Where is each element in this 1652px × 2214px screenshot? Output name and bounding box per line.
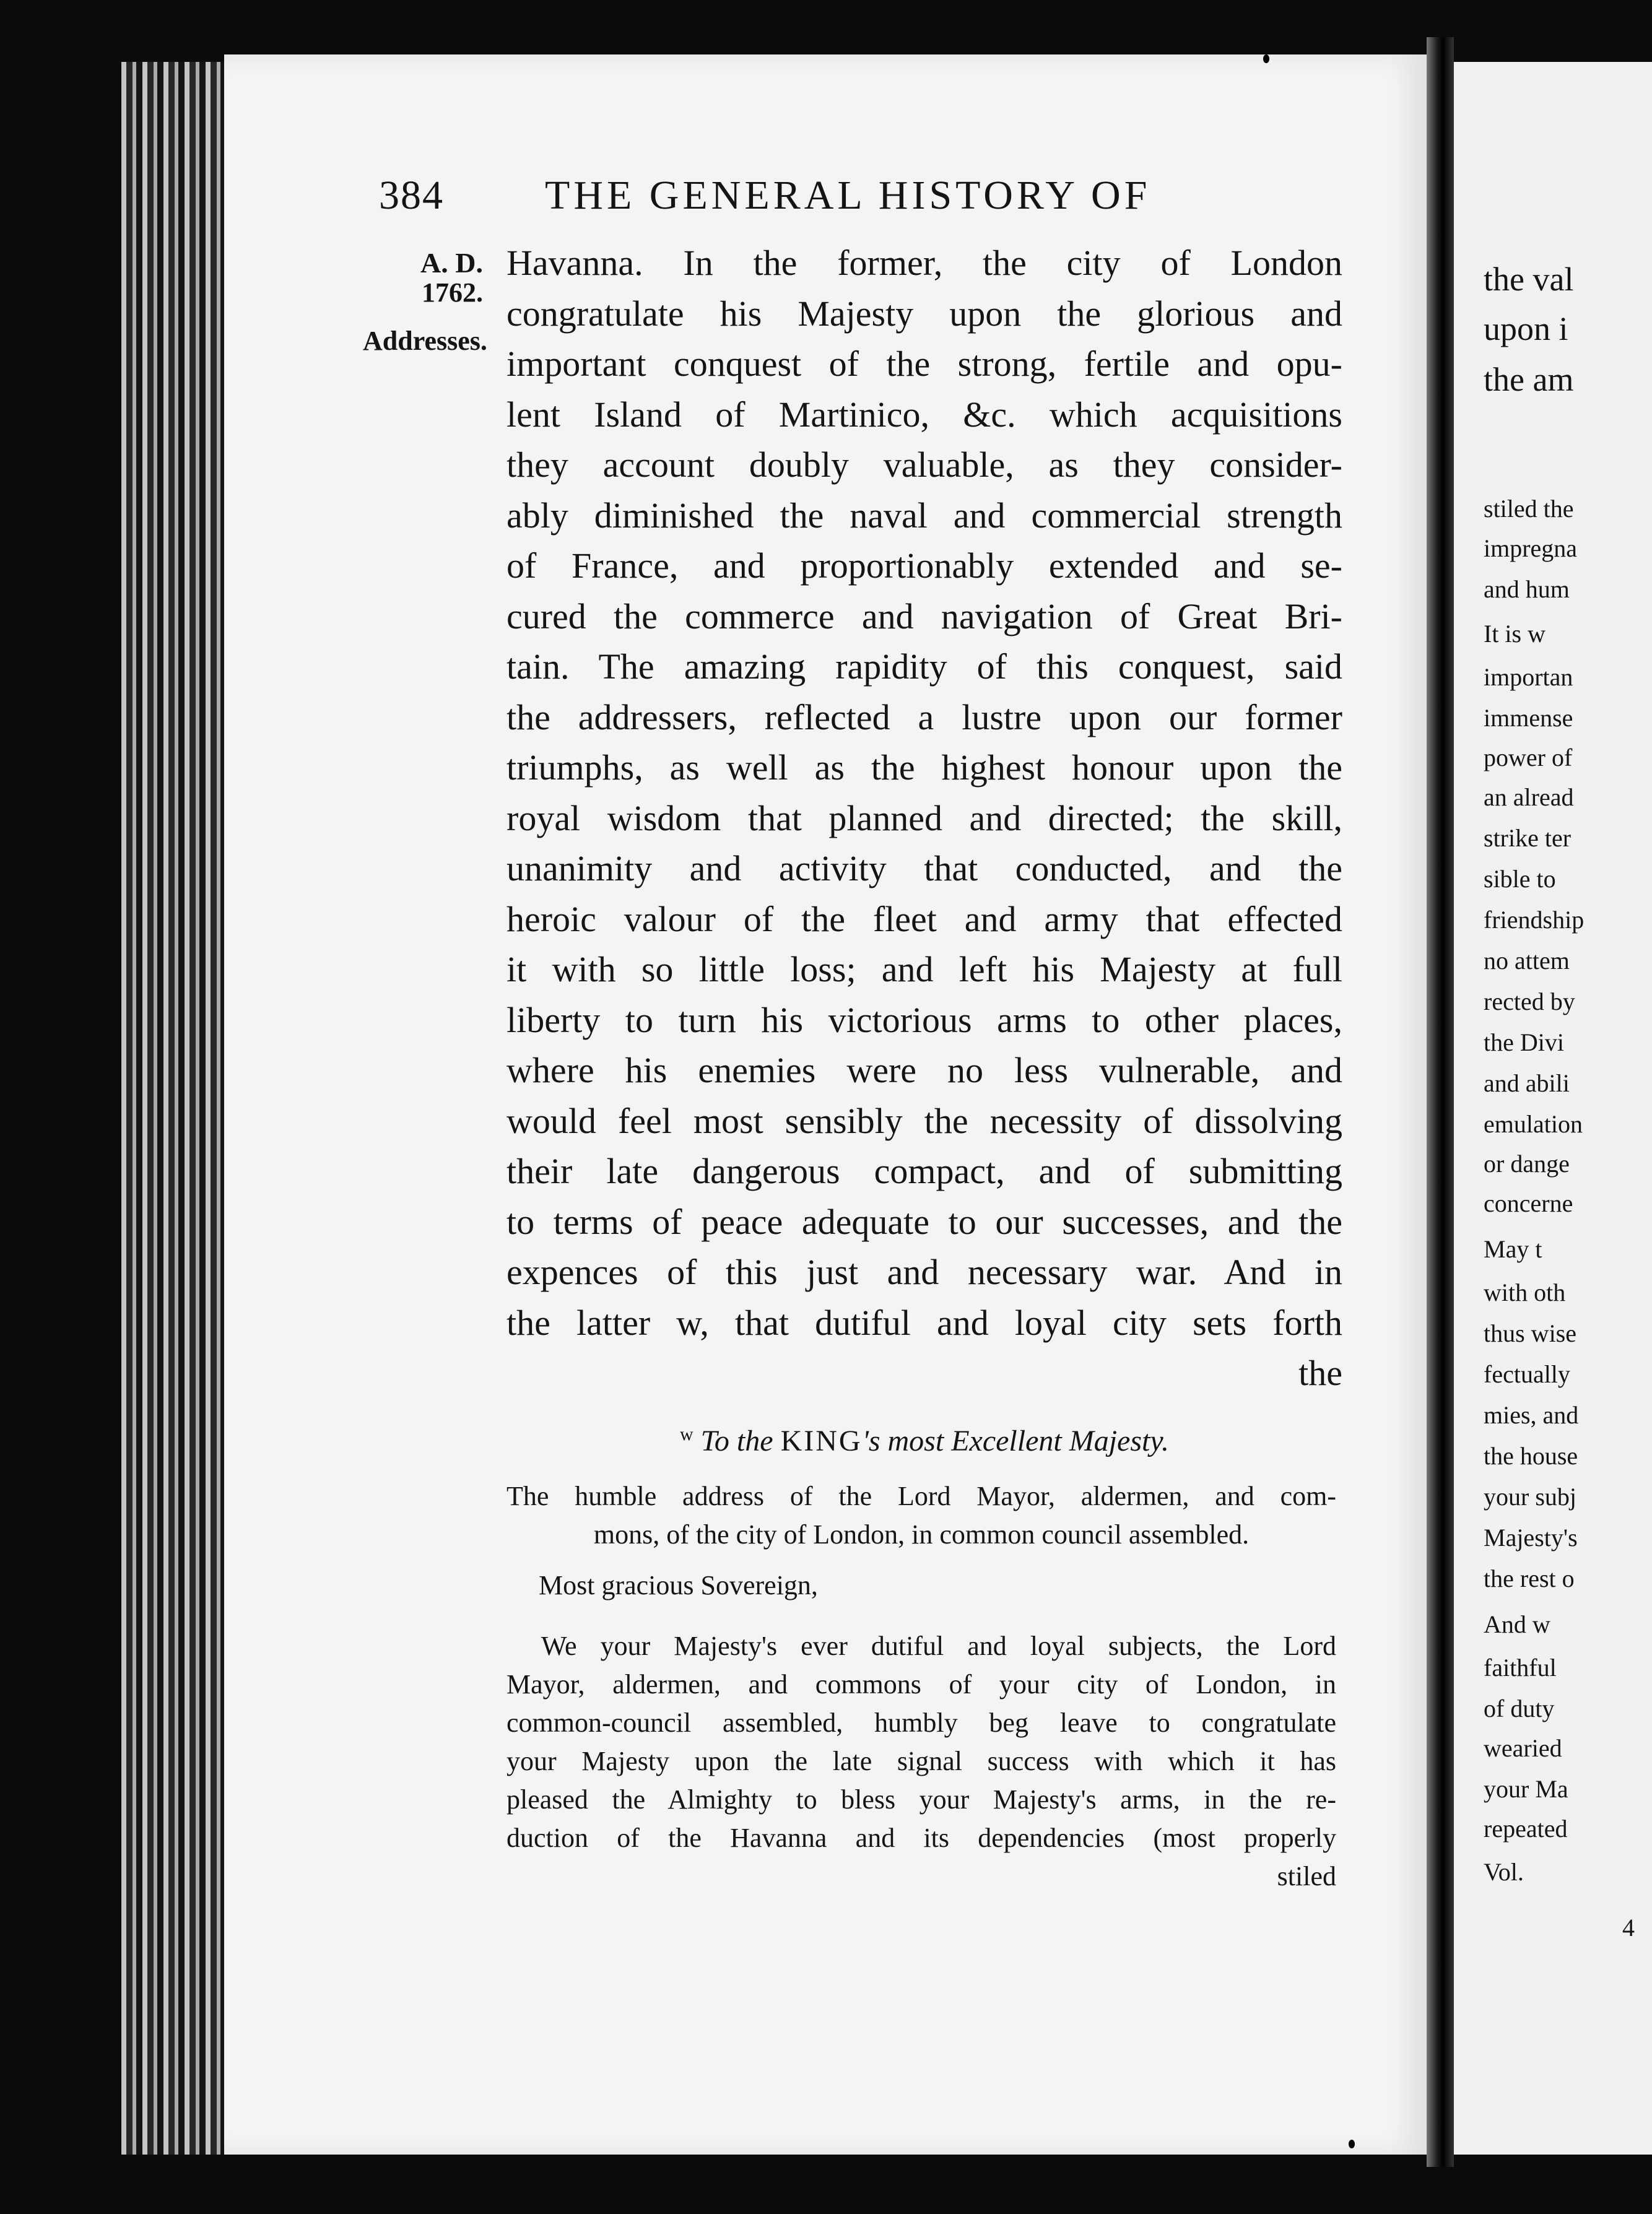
right-page-fragment: faithful [1484, 1654, 1557, 1682]
body-line: to terms of peace adequate to our successes, and the [506, 1201, 1342, 1242]
page-header [379, 172, 1345, 228]
body-line: would feel most sensibly the necessity of dissolving [506, 1100, 1342, 1141]
right-page-fragment: power of [1484, 744, 1573, 771]
scan-mark [1263, 54, 1269, 63]
right-page-fragment: or dange [1484, 1150, 1570, 1178]
scan-mark [1349, 2140, 1355, 2148]
right-page-fragment: repeated [1484, 1815, 1568, 1843]
body-line: of France, and proportionably extended and se- [506, 545, 1342, 586]
footnote-address [506, 1477, 1336, 1554]
right-page-fragment: the house [1484, 1442, 1578, 1470]
right-page-fragment: the rest o [1484, 1565, 1575, 1592]
right-page-fragment: of duty [1484, 1695, 1555, 1722]
right-page-fragment: the am [1484, 361, 1574, 398]
right-page-fragment: fectually [1484, 1360, 1570, 1388]
right-page-fragment: strike ter [1484, 824, 1572, 852]
right-page-fragment: stiled the [1484, 495, 1574, 523]
body-line: the addressers, reflected a lustre upon our former [506, 697, 1342, 737]
right-page-fragment: emulation [1484, 1110, 1583, 1138]
right-page-fragment: mies, and [1484, 1401, 1579, 1429]
body-line: Havanna. In the former, the city of London [506, 243, 1342, 283]
right-page-fragment: May t [1484, 1235, 1542, 1263]
right-page-fragment: and hum [1484, 575, 1570, 603]
right-page-fragment: Majesty's [1484, 1524, 1578, 1552]
footnote-title-caps: KING [780, 1425, 863, 1457]
book-gutter [1427, 37, 1454, 2167]
right-page-fragment: upon i [1484, 310, 1568, 347]
right-page-fragment: and abili [1484, 1069, 1570, 1097]
margin-year-label: A. D. [420, 247, 483, 279]
footnote-title [506, 1424, 1342, 1458]
right-page-fragment: friendship [1484, 906, 1585, 934]
right-page-fragment: sible to [1484, 865, 1556, 893]
footnote-title-post: 's most Excellent Majesty. [862, 1425, 1170, 1457]
footnote-marker: w [679, 1424, 693, 1444]
right-page-fragment: rected by [1484, 988, 1575, 1015]
right-page-fragment: importan [1484, 663, 1573, 691]
book-page-edges [121, 62, 224, 2155]
body-line: ably diminished the naval and commercial strength [506, 495, 1342, 536]
right-page-fragment: It is w [1484, 620, 1545, 648]
footnote-text-line: stiled [1277, 1861, 1336, 1891]
body-line: triumphs, as well as the highest honour upon the [506, 747, 1342, 788]
footnote-address-line: The humble address of the Lord Mayor, aldermen, and com- [506, 1481, 1336, 1511]
right-page-fragment: the val [1484, 261, 1574, 298]
body-line: it with so little loss; and left his Majesty at full [506, 949, 1342, 989]
footnote-text [506, 1627, 1336, 1896]
body-line: cured the commerce and navigation of Great Bri- [506, 596, 1342, 636]
body-line: royal wisdom that planned and directed; the skill, [506, 797, 1342, 838]
body-line: tain. The amazing rapidity of this conquest, said [506, 646, 1342, 687]
right-page-fragment: wearied [1484, 1734, 1562, 1762]
right-page-fragment: Vol. [1484, 1858, 1524, 1886]
footnote-address-line: mons, of the city of London, in common council assembled. [593, 1519, 1250, 1550]
footnote-text-line: duction of the Havanna and its dependencies (most properly [506, 1823, 1336, 1853]
right-page-fragment: an alread [1484, 783, 1574, 811]
body-text [506, 238, 1342, 1399]
body-line: the latter w, that dutiful and loyal city sets forth [506, 1302, 1342, 1343]
body-line: where his enemies were no less vulnerable, and [506, 1050, 1342, 1090]
right-page-fragment: no attem [1484, 947, 1570, 975]
margin-topic: Addresses. [363, 326, 487, 356]
body-line: congratulate his Majesty upon the glorious and [506, 293, 1342, 334]
right-page-fragment: with oth [1484, 1278, 1566, 1306]
footnote-text-line: common-council assembled, humbly beg leave to congratulate [506, 1708, 1336, 1738]
body-line: heroic valour of the fleet and army that effected [506, 898, 1342, 939]
footnote-text-line: pleased the Almighty to bless your Majesty's arms, in the re- [506, 1784, 1336, 1815]
body-line: expences of this just and necessary war. And in [506, 1252, 1342, 1292]
salutation-line: Most gracious Sovereign, [539, 1570, 818, 1600]
margin-year: 1762. [422, 277, 483, 308]
footnote-text-line: your Majesty upon the late signal success with which it has [506, 1746, 1336, 1776]
right-page-fragment: your subj [1484, 1483, 1576, 1511]
footnote-text-line: Mayor, aldermen, and commons of your city of London, in [506, 1669, 1336, 1700]
body-line: they account doubly valuable, as they consider- [506, 445, 1342, 485]
footnote-text-line: We your Majesty's ever dutiful and loyal subjects, the Lord [541, 1631, 1336, 1661]
body-line: liberty to turn his victorious arms to other places, [506, 999, 1342, 1040]
right-page-fragment: thus wise [1484, 1319, 1576, 1347]
right-page-fragment: your Ma [1484, 1775, 1568, 1803]
right-page-fragment: impregna [1484, 534, 1578, 562]
body-line: important conquest of the strong, fertile and opu- [506, 344, 1342, 384]
page-number: 384 [379, 173, 444, 218]
right-page-fragment: the Divi [1484, 1028, 1564, 1056]
body-line: the [1298, 1353, 1342, 1393]
right-page-fragment: 4 [1622, 1914, 1635, 1942]
running-title: THE GENERAL HISTORY OF [545, 173, 1151, 218]
right-page-fragment: concerne [1484, 1189, 1573, 1217]
body-line: lent Island of Martinico, &c. which acquisitions [506, 394, 1342, 435]
body-line: unanimity and activity that conducted, and the [506, 848, 1342, 888]
right-page-fragment: And w [1484, 1610, 1550, 1638]
footnote-title-pre: To the [700, 1425, 773, 1457]
right-page-fragment: immense [1484, 704, 1573, 732]
body-line: their late dangerous compact, and of submitting [506, 1151, 1342, 1191]
footnote-salutation [539, 1566, 1368, 1605]
